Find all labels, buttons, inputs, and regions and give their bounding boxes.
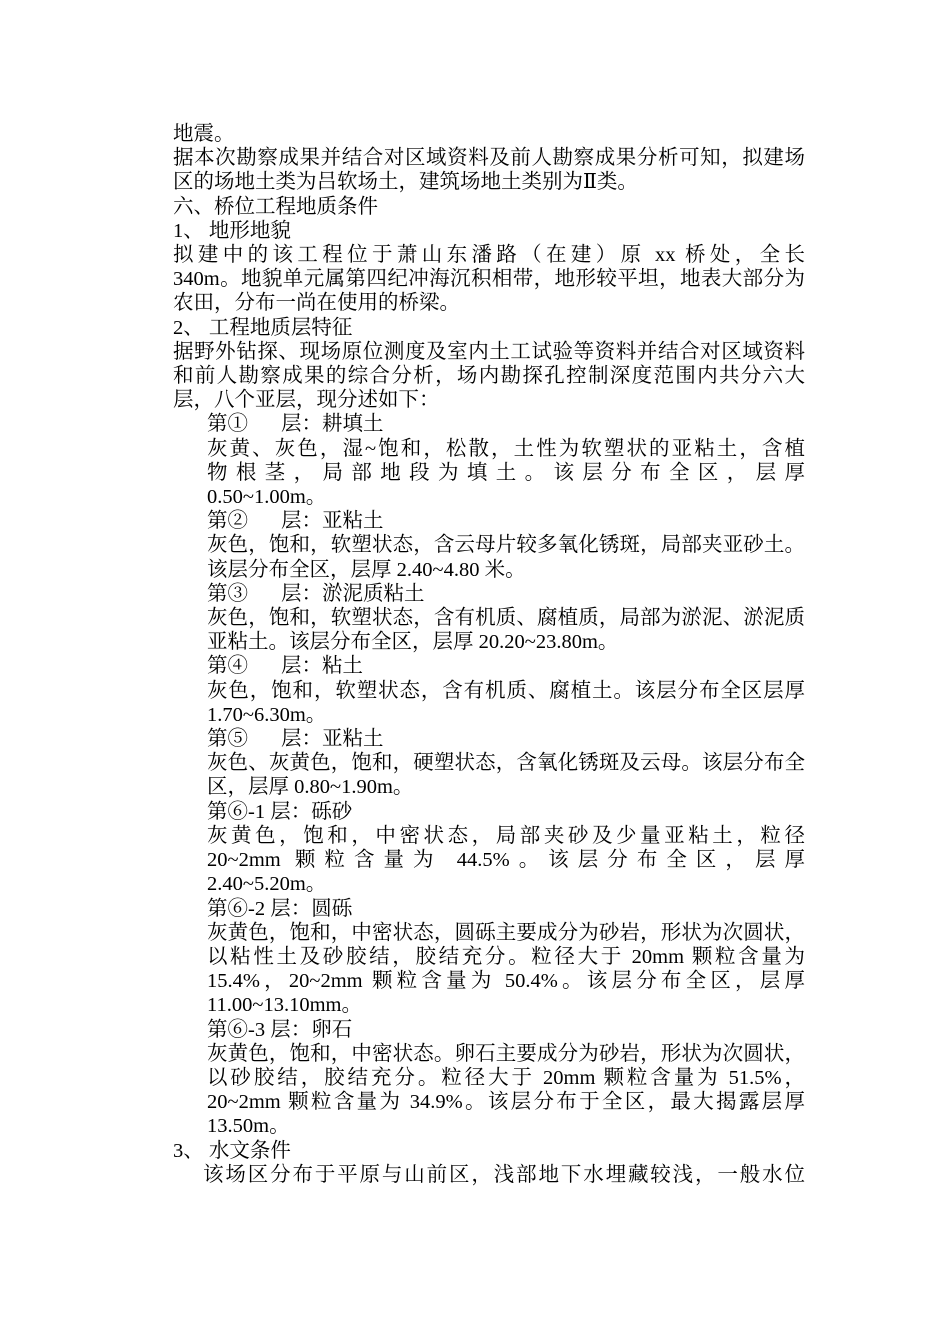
layer-name: 层：淤泥质粘土 xyxy=(281,582,425,605)
subsection-heading-hydrology: 3、 水文条件 xyxy=(173,1139,291,1162)
layer-mark: 第② xyxy=(207,510,248,533)
hydrology-paragraph: 该场区分布于平原与山前区，浅部地下水埋藏较浅，一般水位 xyxy=(203,1163,805,1186)
section-heading: 六、桥位工程地质条件 xyxy=(173,195,378,218)
layer-name: 层：亚粘土 xyxy=(281,728,384,751)
layer-description: 灰色、灰黄色，饱和，硬塑状态，含氧化锈斑及云母。该层分布全区，层厚 0.80~1.90m。 xyxy=(207,752,805,799)
layer-heading xyxy=(207,654,805,678)
layer-description-line: 灰黄、灰色，湿~饱和，松散，土性为软塑状的亚粘土，含植 xyxy=(207,437,805,460)
layer-heading xyxy=(207,727,805,751)
layer-description-line: 0.50~1.00m。 xyxy=(207,486,327,509)
text-line: 地震。 xyxy=(173,123,235,145)
layer-mark: 第⑤ xyxy=(207,728,248,751)
subsection-heading-terrain: 1、 地形地貌 xyxy=(173,219,291,242)
layer-mark: 第① xyxy=(207,413,248,436)
layer-name: 层：亚粘土 xyxy=(281,510,384,533)
layer-description: 灰黄色，饱和，中密状态，圆砾主要成分为砂岩，形状为次圆状，以粘性土及砂胶结，胶结充分。粒径大于 20mm 颗粒含量为 15.4%，20~2mm 颗粒含量为 50.4%。该层分布全区，层厚 11.00~13.10mm。 xyxy=(207,921,805,1017)
subsection-heading-geology: 2、 工程地质层特征 xyxy=(173,316,353,339)
layer-description: 灰色，饱和，软塑状态，含有机质、腐植土。该层分布全区层厚 1.70~6.30m。 xyxy=(207,679,805,726)
layer-description-line: 20~2mm 颗粒含量为 44.5%。该层分布全区，层厚 xyxy=(207,849,805,872)
layer-heading xyxy=(207,412,805,436)
terrain-paragraph-line: 拟建中的该工程位于萧山东潘路（在建）原 xx 桥处，全长 xyxy=(173,244,805,267)
layer-heading xyxy=(207,509,805,533)
layer-mark: 第③ xyxy=(207,582,248,605)
geology-intro-paragraph: 据野外钻探、现场原位测度及室内土工试验等资料并结合对区域资料和前人勘察成果的综合分析，场内勘探孔控制深度范围内共分六大层，八个亚层，现分述如下： xyxy=(173,340,805,412)
layer-name: 层：粘土 xyxy=(281,655,363,678)
layer-description-line: 2.40~5.20m。 xyxy=(207,873,327,896)
layer-description: 灰黄色，饱和，中密状态。卵石主要成分为砂岩，形状为次圆状，以砂胶结，胶结充分。粒径大于 20mm 颗粒含量为 51.5%，20~2mm 颗粒含量为 34.9%。该层分布于全区，最大揭露层厚 13.50m。 xyxy=(207,1042,805,1138)
layer-heading: 第⑥-2 层：圆砾 xyxy=(207,897,353,920)
layer-description: 灰色，饱和，软塑状态，含有机质、腐植质，局部为淤泥、淤泥质亚粘土。该层分布全区，层厚 20.20~23.80m。 xyxy=(207,607,805,654)
layer-description: 灰色，饱和，软塑状态，含云母片较多氧化锈斑，局部夹亚砂土。该层分布全区，层厚 2.40~4.80 米。 xyxy=(207,534,805,581)
layer-description-line: 物根茎，局部地段为填土。该层分布全区，层厚 xyxy=(207,461,805,484)
layer-heading: 第⑥-3 层：卵石 xyxy=(207,1018,353,1041)
layer-heading xyxy=(207,582,805,606)
layer-mark: 第④ xyxy=(207,655,248,678)
layer-name: 层：耕填土 xyxy=(281,413,384,436)
layer-heading: 第⑥-1 层：砾砂 xyxy=(207,800,353,823)
document-body xyxy=(173,122,805,1187)
paragraph-site-classification: 据本次勘察成果并结合对区域资料及前人勘察成果分析可知，拟建场区的场地土类为吕软场土，建筑场地土类别为Ⅱ类。 xyxy=(173,147,805,194)
terrain-paragraph: 340m。地貌单元属第四纪冲海沉积相带，地形较平坦，地表大部分为农田，分布一尚在使用的桥梁。 xyxy=(173,268,805,315)
layer-description-line: 灰黄色，饱和，中密状态，局部夹砂及少量亚粘土，粒径 xyxy=(207,824,805,847)
